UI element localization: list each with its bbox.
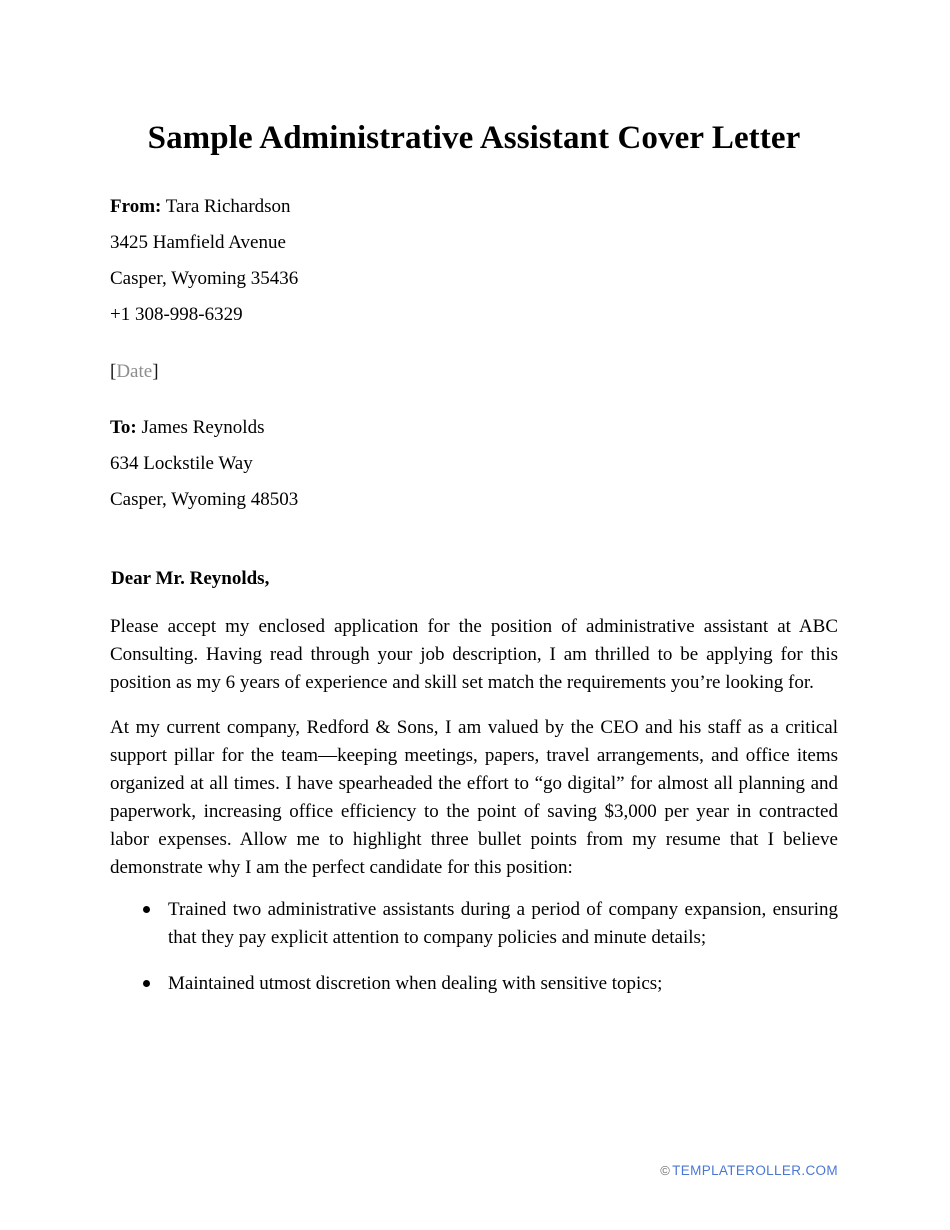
recipient-street: 634 Lockstile Way	[110, 453, 253, 474]
to-label: To:	[110, 417, 137, 438]
page-title: Sample Administrative Assistant Cover Letter	[147, 120, 801, 156]
document-body	[110, 0, 838, 1016]
sender-address-block	[110, 189, 838, 333]
footer-watermark[interactable]	[660, 1163, 838, 1178]
sender-city-state-zip: Casper, Wyoming 35436	[110, 268, 299, 289]
list-item	[110, 970, 838, 998]
bullet-dot-icon	[143, 906, 150, 913]
recipient-name: James Reynolds	[141, 417, 265, 438]
from-label: From:	[110, 196, 162, 217]
date-field[interactable]	[110, 354, 838, 390]
sender-phone: +1 308-998-6329	[110, 304, 243, 325]
sender-name-line	[110, 189, 838, 225]
recipient-name-line	[110, 410, 838, 446]
date-close-bracket: ]	[152, 361, 159, 382]
salutation: Dear Mr. Reynolds,	[111, 568, 270, 589]
achievements-list	[110, 882, 838, 998]
recipient-address-block	[110, 410, 838, 518]
copyright-icon: ©	[660, 1163, 671, 1178]
sender-name: Tara Richardson	[165, 196, 291, 217]
date-placeholder[interactable]: Date	[116, 361, 153, 382]
list-item-text: Maintained utmost discretion when dealing with sensitive topics;	[168, 973, 663, 994]
list-item	[110, 896, 838, 952]
body-paragraph-2: At my current company, Redford & Sons, I am valued by the CEO and his staff as a critical support pillar for the team—keeping meetings, papers, travel arrangements, and office items organized at all times. I have spearheaded the effort to “go digital” for almost all planning and paperwork, increasing office efficiency to the point of saving $3,000 per year in contracted labor expenses. Allow me to highlight three bullet points from my resume that I believe demonstrate why I am the perfect candidate for this position:	[110, 717, 838, 878]
list-item-text: Trained two administrative assistants during a period of company expansion, ensuring that they pay explicit attention to company policies and minute details;	[168, 899, 838, 948]
bullet-dot-icon	[143, 980, 150, 987]
body-paragraph-1: Please accept my enclosed application for the position of administrative assistant at ABC Consulting. Having read through your job description, I am thrilled to be applying for this position as my 6 years of experience and skill set match the requirements you’re looking for.	[110, 616, 838, 693]
footer-site-label[interactable]: TEMPLATEROLLER.COM	[672, 1163, 838, 1178]
sender-street: 3425 Hamfield Avenue	[110, 232, 286, 253]
recipient-city-state-zip: Casper, Wyoming 48503	[110, 489, 299, 510]
date-open-bracket: [	[110, 361, 117, 382]
date-field-block[interactable]	[110, 354, 838, 390]
